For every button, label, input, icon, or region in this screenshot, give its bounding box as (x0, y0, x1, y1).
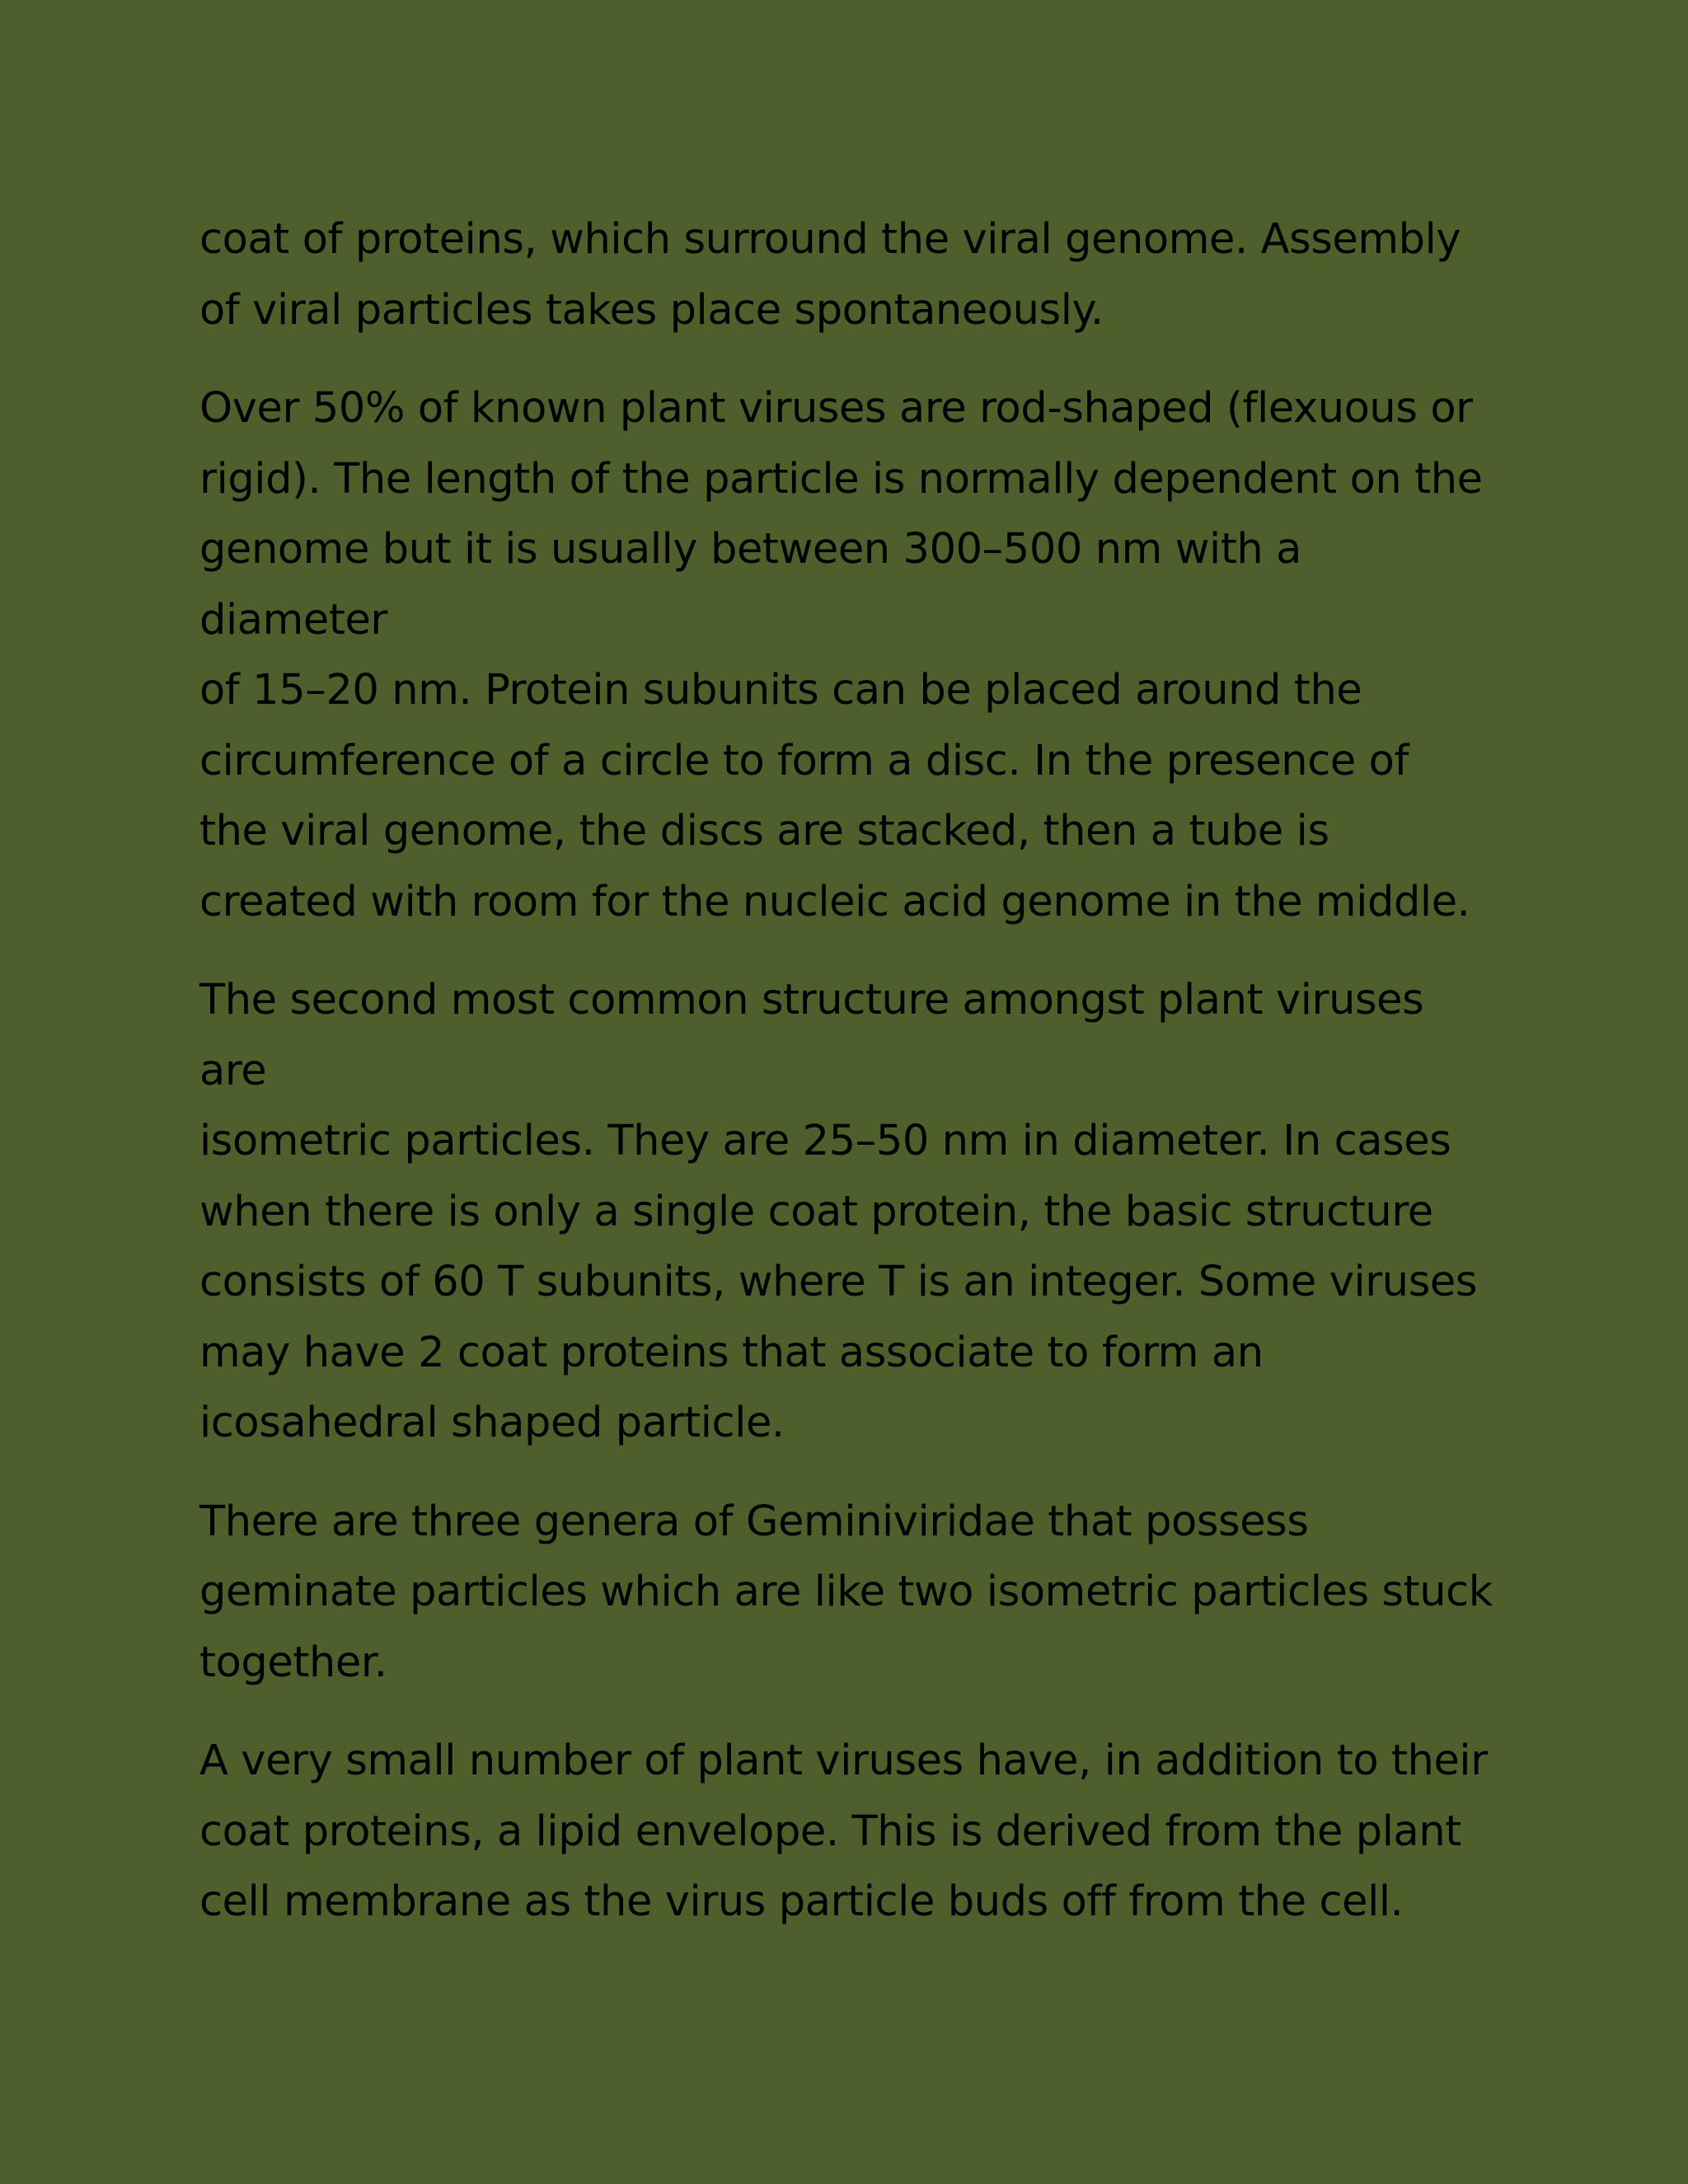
paragraph-geminate: There are three genera of Geminiviridae that possess geminate particles which are like two isometric particles stuck together. (199, 1497, 1493, 1687)
paragraph-rod-shaped: Over 50% of known plant viruses are rod-shaped (flexuous or rigid). The length of the particle is normally dependent on the genome but it is usually between 300–500 nm with a diameter of 15–20 nm. Protein subunits can be placed around the circumference of a circle to form a disc. In the presence of the viral genome, the discs are stacked, then a tube is created with room for the nucleic acid genome in the middle. (199, 384, 1483, 926)
paragraph-assembly: coat of proteins, which surround the viral genome. Assembly of viral particles takes place spontaneously. (199, 215, 1461, 335)
paragraph-lipid-envelope: A very small number of plant viruses have, in addition to their coat proteins, a lipid envelope. This is derived from the plant cell membrane as the virus particle buds off from the cell. (199, 1736, 1488, 1926)
document-body (199, 204, 1502, 1966)
paragraph-isometric: The second most common structure amongst plant viruses are isometric particles. They are 25–50 nm in diameter. In cases when there is only a single coat protein, the basic structure consists of 60 T subunits, where T is an integer. Some viruses may have 2 coat proteins that associate to form an icosahedral shaped particle. (199, 976, 1478, 1447)
